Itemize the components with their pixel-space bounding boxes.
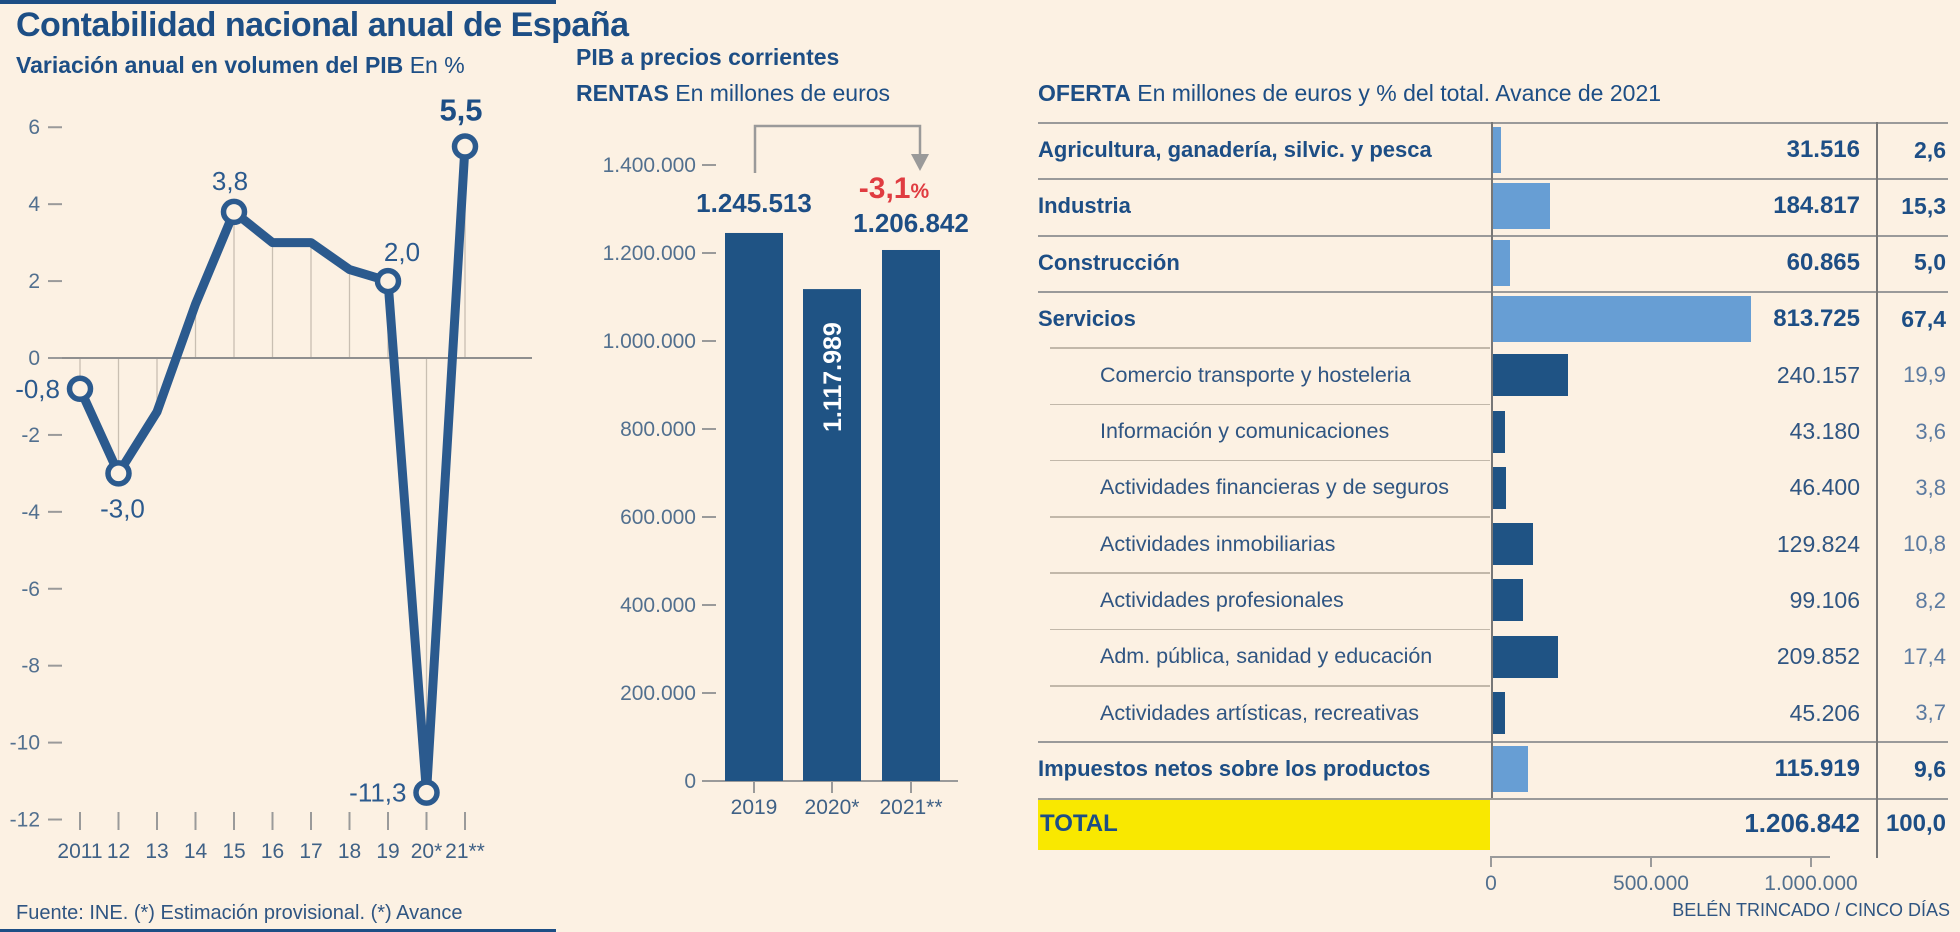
table-row xyxy=(1038,629,1950,685)
change-bracket xyxy=(755,126,920,173)
row-label: Actividades artísticas, recreativas xyxy=(1100,700,1420,725)
row-percent: 2,6 xyxy=(1914,136,1946,163)
table-row xyxy=(1038,291,1950,347)
row-percent: 3,6 xyxy=(1915,418,1946,444)
supply-table xyxy=(1038,0,1950,932)
table-row xyxy=(1038,235,1950,291)
bar-value-label: 1.245.513 xyxy=(696,187,812,218)
table-row xyxy=(1038,572,1950,628)
row-separator xyxy=(1038,235,1948,237)
row-label: Actividades inmobiliarias xyxy=(1100,531,1336,556)
y-tick-label: -12 xyxy=(9,808,40,832)
data-point-label: 5,5 xyxy=(439,92,483,128)
row-bar xyxy=(1491,692,1505,734)
table-row xyxy=(1038,798,1950,850)
row-label: Comercio transporte y hosteleria xyxy=(1100,362,1411,387)
row-percent: 17,4 xyxy=(1903,643,1946,669)
row-bar xyxy=(1491,467,1506,509)
row-separator xyxy=(1050,516,1490,518)
row-value: 129.824 xyxy=(1776,530,1860,557)
credit-note: BELÉN TRINCADO / CINCO DÍAS xyxy=(1672,900,1950,920)
row-value: 115.919 xyxy=(1774,755,1860,783)
scale-axis xyxy=(1490,856,1830,858)
x-tick-label: 2011 xyxy=(57,840,103,863)
x-tick-label: 13 xyxy=(145,840,169,863)
x-tick-label: 21** xyxy=(445,840,485,863)
line-chart-subtitle-bold: Variación anual en volumen del PIB xyxy=(16,52,404,78)
bar xyxy=(725,233,783,781)
bar xyxy=(882,250,940,781)
bar-chart-subtitle-unit: En millones de euros xyxy=(675,80,891,106)
row-percent: 3,8 xyxy=(1915,474,1946,500)
x-tick-label: 19 xyxy=(376,840,400,863)
table-row xyxy=(1038,347,1950,403)
row-separator xyxy=(1050,685,1490,687)
row-bar xyxy=(1491,411,1505,453)
row-bar xyxy=(1491,523,1533,565)
row-value: 99.106 xyxy=(1789,587,1860,614)
row-percent: 3,7 xyxy=(1915,700,1946,726)
row-bar xyxy=(1491,579,1523,621)
supply-table-header-rest: En millones de euros y % del total. Avance de 2021 xyxy=(1137,80,1662,106)
data-point-marker xyxy=(70,378,91,399)
row-percent: 15,3 xyxy=(1901,192,1946,219)
row-value: 240.157 xyxy=(1776,361,1860,388)
data-point-label: 2,0 xyxy=(383,237,421,268)
row-bar xyxy=(1491,354,1568,396)
row-bar xyxy=(1491,127,1501,173)
scale-tick xyxy=(1490,856,1492,867)
table-row xyxy=(1038,178,1950,234)
row-value: 45.206 xyxy=(1789,699,1860,726)
row-percent: 10,8 xyxy=(1903,531,1946,557)
row-value: 813.725 xyxy=(1773,305,1860,333)
gdp-volume-line-chart xyxy=(0,0,560,932)
row-percent: 5,0 xyxy=(1914,249,1946,276)
x-tick-label: 15 xyxy=(222,840,246,863)
data-point-label: -3,0 xyxy=(100,493,145,524)
data-point-marker xyxy=(378,271,399,292)
y-tick-label: 6 xyxy=(28,116,40,140)
row-label: Impuestos netos sobre los productos xyxy=(1038,756,1431,782)
x-tick-label: 20* xyxy=(410,840,443,863)
row-bar xyxy=(1491,746,1528,792)
row-value: 60.865 xyxy=(1786,248,1860,276)
y-tick-label: 800.000 xyxy=(620,418,696,441)
row-separator xyxy=(1050,629,1490,631)
row-separator xyxy=(1050,347,1490,349)
row-label: Información y comunicaciones xyxy=(1100,419,1390,444)
y-tick-label: 600.000 xyxy=(620,506,696,529)
y-tick-label: -10 xyxy=(9,731,40,755)
y-tick-label: -4 xyxy=(21,500,40,524)
change-arrowhead xyxy=(911,154,929,171)
gdp-current-prices-bar-chart xyxy=(560,0,990,932)
row-label: Adm. pública, sanidad y educación xyxy=(1100,644,1433,669)
scale-tick-label: 1.000.000 xyxy=(1764,872,1858,895)
row-separator xyxy=(1038,798,1948,800)
row-bar xyxy=(1491,636,1558,678)
x-tick-label: 14 xyxy=(183,840,208,863)
x-tick-label: 2021** xyxy=(879,796,943,819)
row-percent: 9,6 xyxy=(1914,755,1946,782)
data-point-label: -0,8 xyxy=(15,373,60,404)
row-bar xyxy=(1491,296,1751,342)
scale-tick-label: 0 xyxy=(1485,872,1497,895)
page-title: Contabilidad nacional anual de España xyxy=(16,6,629,44)
bar-baseline xyxy=(1491,122,1493,798)
scale-tick-label: 500.000 xyxy=(1613,872,1689,895)
data-point-label: -11,3 xyxy=(349,777,407,808)
row-percent: 100,0 xyxy=(1885,809,1946,837)
table-row xyxy=(1038,685,1950,741)
table-row xyxy=(1038,460,1950,516)
x-tick-label: 12 xyxy=(106,840,131,863)
y-tick-label: -6 xyxy=(21,577,40,601)
y-tick-label: 1.400.000 xyxy=(602,154,696,177)
x-tick-label: 2020* xyxy=(804,796,860,819)
table-row xyxy=(1038,516,1950,572)
y-tick-label: 2 xyxy=(28,270,40,294)
row-label: Servicios xyxy=(1038,306,1136,332)
y-tick-label: 1.200.000 xyxy=(602,242,696,265)
bar-value-label-vertical: 1.117.989 xyxy=(819,322,847,432)
bar-value-label: 1.206.842 xyxy=(853,207,969,238)
scale-tick xyxy=(1810,856,1812,867)
x-tick-label: 17 xyxy=(299,840,323,863)
row-separator xyxy=(1038,122,1948,124)
row-bar xyxy=(1491,183,1550,229)
bar-chart-subtitle-bold: RENTAS xyxy=(576,80,669,106)
row-value: 31.516 xyxy=(1786,136,1860,164)
row-value: 46.400 xyxy=(1789,474,1860,501)
row-separator xyxy=(1050,404,1490,406)
row-bar xyxy=(1491,240,1510,286)
row-label: TOTAL xyxy=(1040,809,1118,837)
table-row xyxy=(1038,404,1950,460)
source-note: Fuente: INE. (*) Estimación provisional. (*) Avance xyxy=(16,902,463,924)
row-percent: 67,4 xyxy=(1901,305,1946,332)
supply-table-header xyxy=(1038,80,1661,107)
supply-table-header-bold: OFERTA xyxy=(1038,80,1131,106)
row-label: Actividades financieras y de seguros xyxy=(1100,475,1449,500)
data-point-marker xyxy=(455,136,476,157)
row-separator xyxy=(1038,291,1948,293)
row-value: 43.180 xyxy=(1789,418,1860,445)
y-tick-label: 0 xyxy=(684,770,696,793)
table-row xyxy=(1038,741,1950,797)
y-tick-label: -8 xyxy=(21,654,40,678)
table-row xyxy=(1038,122,1950,178)
change-percent-label: -3,1% xyxy=(858,172,930,205)
y-tick-label: 1.000.000 xyxy=(602,330,696,353)
row-percent: 8,2 xyxy=(1915,587,1946,613)
y-tick-label: 400.000 xyxy=(620,594,696,617)
row-label: Actividades profesionales xyxy=(1100,588,1344,613)
row-percent: 19,9 xyxy=(1903,362,1946,388)
x-tick-label: 2019 xyxy=(730,796,778,819)
row-value: 184.817 xyxy=(1773,192,1860,220)
row-separator xyxy=(1038,741,1948,743)
row-separator xyxy=(1050,572,1490,574)
row-value: 209.852 xyxy=(1776,643,1860,670)
y-tick-label: 200.000 xyxy=(620,682,696,705)
x-tick-label: 18 xyxy=(337,840,362,863)
y-tick-label: 0 xyxy=(28,347,40,370)
y-tick-label: -2 xyxy=(21,423,40,447)
x-tick-label: 16 xyxy=(260,840,285,863)
scale-tick xyxy=(1650,856,1652,867)
line-chart-subtitle-unit: En % xyxy=(409,52,465,78)
row-label: Agricultura, ganadería, silvic. y pesca xyxy=(1038,137,1432,163)
bar-chart-title: PIB a precios corrientes xyxy=(576,44,840,70)
percent-divider xyxy=(1876,122,1878,858)
data-point-marker xyxy=(224,201,245,222)
row-separator xyxy=(1038,178,1948,180)
row-label: Construcción xyxy=(1038,249,1180,275)
row-label: Industria xyxy=(1038,193,1131,219)
y-tick-label: 4 xyxy=(28,193,40,217)
data-point-marker xyxy=(108,463,129,484)
row-value: 1.206.842 xyxy=(1744,808,1860,839)
row-separator xyxy=(1050,460,1490,462)
data-point-marker xyxy=(416,782,437,803)
data-point-label: 3,8 xyxy=(211,165,249,196)
